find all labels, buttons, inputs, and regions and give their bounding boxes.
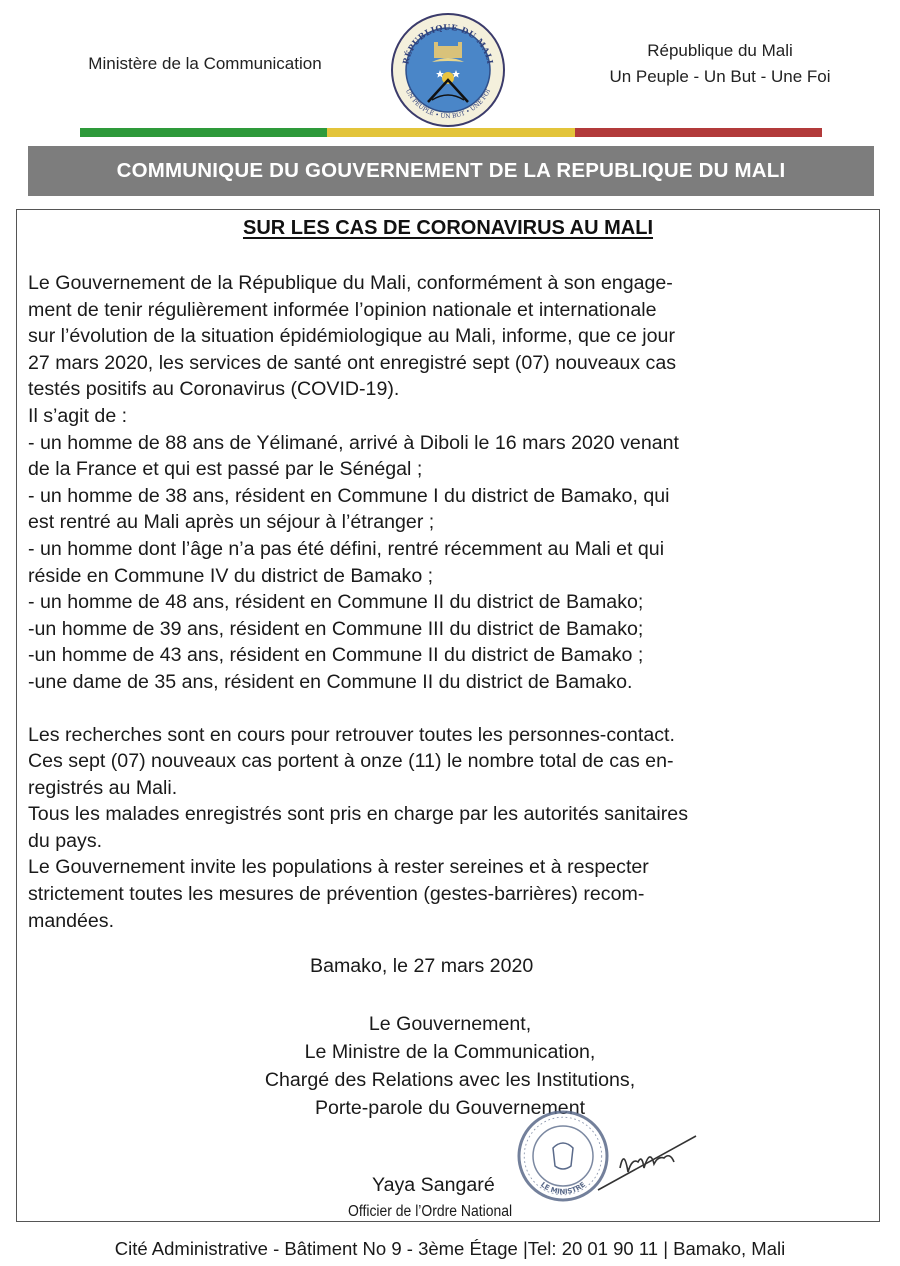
ministry-name: Ministère de la Communication xyxy=(88,54,322,73)
body-line: testés positifs au Coronavirus (COVID-19). xyxy=(28,378,400,401)
mali-coat-of-arms-seal xyxy=(388,10,508,130)
case-line: réside en Commune IV du district de Bamako ; xyxy=(28,564,434,587)
signer-honorific: Officier de l’Ordre National xyxy=(348,1203,513,1220)
communique-banner: COMMUNIQUE DU GOUVERNEMENT DE LA REPUBLIQUE DU MALI xyxy=(28,146,874,196)
republic-name: République du Mali xyxy=(647,41,793,60)
flag-green-stripe xyxy=(80,128,327,137)
seal-top-text: RÉPUBLIQUE DU MALI xyxy=(400,21,496,66)
document-title: SUR LES CAS DE CORONAVIRUS AU MALI xyxy=(242,217,654,239)
body-line: ment de tenir régulièrement informée l’opinion nationale et internationale xyxy=(28,298,657,321)
body-line: Le Gouvernement de la République du Mali, conformément à son engage- xyxy=(28,272,673,294)
body-line: Ces sept (07) nouveaux cas portent à onze (11) le nombre total de cas en- xyxy=(28,750,674,773)
body-line: du pays. xyxy=(28,829,103,852)
footer-address: Cité Administrative - Bâtiment No 9 - 3ème Étage |Tel: 20 01 90 11 | Bamako, Mali xyxy=(114,1238,786,1259)
body-line: mandées. xyxy=(28,909,115,932)
document-body xyxy=(28,270,873,934)
signature-line: Le Ministre de la Communication, xyxy=(304,1041,596,1063)
body-line: 27 mars 2020, les services de santé ont enregistré sept (07) nouveaux cas xyxy=(28,351,677,374)
signature-line: Le Gouvernement, xyxy=(368,1013,532,1035)
body-line: registrés au Mali. xyxy=(28,776,178,799)
body-line: strictement toutes les mesures de prévention (gestes-barrières) recom- xyxy=(28,883,645,906)
place-date-line: Bamako, le 27 mars 2020 xyxy=(310,955,534,977)
case-line: -un homme de 39 ans, résident en Commune III du district de Bamako; xyxy=(28,617,644,640)
case-line: - un homme de 48 ans, résident en Commune II du district de Bamako; xyxy=(28,591,644,614)
body-line: Les recherches sont en cours pour retrouver toutes les personnes-contact. xyxy=(28,723,675,746)
cases-list xyxy=(28,430,873,696)
handwritten-signature xyxy=(592,1128,702,1198)
signature-line: Porte-parole du Gouvernement xyxy=(314,1097,586,1119)
flag-red-stripe xyxy=(575,128,822,137)
body-line: sur l’évolution de la situation épidémiologique au Mali, informe, que ce jour xyxy=(28,325,675,348)
flag-yellow-stripe xyxy=(327,128,574,137)
list-intro: Il s’agit de : xyxy=(28,404,128,427)
paragraph-gap xyxy=(28,696,873,722)
case-line: - un homme de 38 ans, résident en Commune I du district de Bamako, qui xyxy=(28,484,670,507)
national-motto: Un Peuple - Un But - Une Foi xyxy=(609,67,831,86)
signature-line: Chargé des Relations avec les Institutions, xyxy=(264,1069,636,1091)
case-line: -une dame de 35 ans, résident en Commune II du district de Bamako. xyxy=(28,670,633,693)
svg-text:LE MINISTRE xyxy=(539,1180,587,1196)
flag-color-band xyxy=(80,128,822,137)
seal-bottom-text: UN PEUPLE • UN BUT • UNE FOI xyxy=(403,88,493,120)
signer-name: Yaya Sangaré xyxy=(372,1174,495,1196)
case-line: - un homme dont l’âge n’a pas été défini, rentré récemment au Mali et qui xyxy=(28,537,665,560)
closing-paragraph xyxy=(28,722,873,935)
republic-motto-block xyxy=(560,38,880,90)
case-line: de la France et qui est passé par le Sénégal ; xyxy=(28,458,423,481)
body-line: Tous les malades enregistrés sont pris en charge par les autorités sanitaires xyxy=(28,803,688,826)
body-line: Le Gouvernement invite les populations à rester sereines et à respecter xyxy=(28,856,649,879)
signature-titles xyxy=(150,1010,750,1122)
stamp-text: LE MINISTRE xyxy=(538,1180,588,1197)
case-line: -un homme de 43 ans, résident en Commune II du district de Bamako ; xyxy=(28,644,644,667)
case-line: - un homme de 88 ans de Yélimané, arrivé à Diboli le 16 mars 2020 venant xyxy=(28,431,679,454)
case-line: est rentré au Mali après un séjour à l’étranger ; xyxy=(28,511,435,534)
intro-paragraph xyxy=(28,270,873,403)
